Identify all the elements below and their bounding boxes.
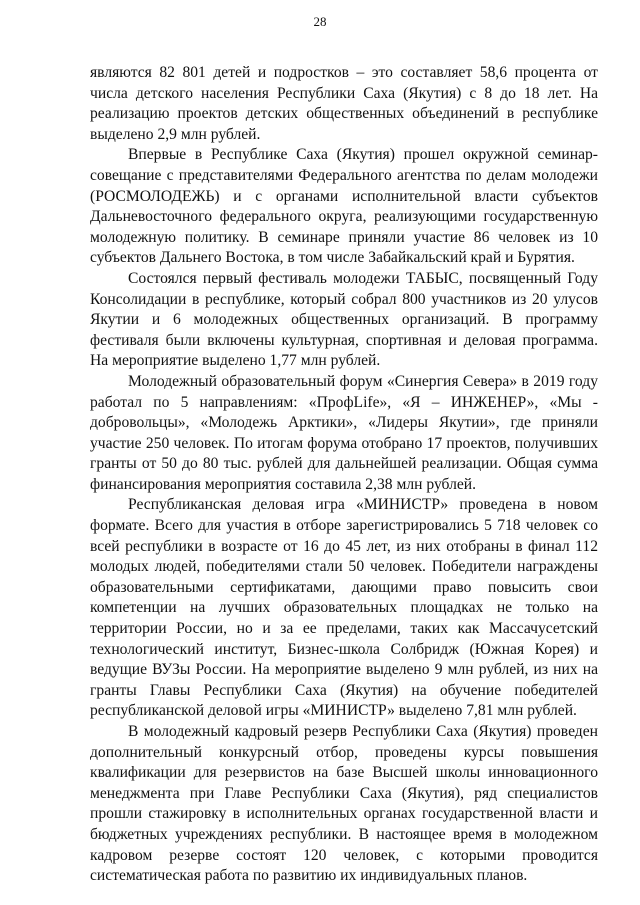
page-number: 28 <box>313 14 327 29</box>
paragraph-tabys-festival: Состоялся первый фестиваль молодежи ТАБЫС, посвященный Году Консолидации в республике, который собрал 800 участников из 20 улусов Якутии и 6 молодежных общественных организаций. В программу фестиваля были включены культурная, спортивная и деловая программа. На мероприятие выделено 1,77 млн рублей. <box>90 269 598 370</box>
paragraph-minister-game: Республиканская деловая игра «МИНИСТР» проведена в новом формате. Всего для участия в отборе зарегистрировались 5 718 человек со всей республики в возрасте от 16 до 45 лет, из них отобраны в финал 112 молодых людей, победителями стали 50 человек. Победители награждены образовательными сертификатами, дающими право повысить свои компетенции на лучших образовательных площадках не только на территории России, но и за ее пределами, таких как Массачусетский технологический институт, Бизнес-школа Солбридж (Южная Корея) и ведущие ВУЗы России. На мероприятие выделено 9 млн рублей, из них на гранты Главы Республики Саха (Якутия) на обучение победителей республиканской деловой игры «МИНИСТР» выделено 7,81 млн рублей. <box>90 496 598 720</box>
paragraph-personnel-reserve: В молодежный кадровый резерв Республики Саха (Якутия) проведен дополнительный конкурсный отбор, проведены курсы повышения квалификации для резервистов на базе Высшей школы инновационного менеджмента при Главе Республики Саха (Якутия), ряд специалистов прошли стажировку в исполнительных органах государственной власти и бюджетных учреждениях республики. В настоящее время в молодежном кадровом резерве состоят 120 человек, с которыми проводится систематическая работа по развитию их индивидуальных планов. <box>90 723 598 885</box>
paragraph-seminar: Впервые в Республике Саха (Якутия) прошел окружной семинар-совещание с представителями Федерального агентства по делам молодежи (РОСМОЛОДЕЖЬ) и с органами исполнительной власти субъектов Дальневосточного федерального округа, реализующими государственную молодежную политику. В семинаре приняли участие 86 человек из 10 субъектов Дальнего Востока, в том числе Забайкальский край и Бурятия. <box>90 146 598 267</box>
paragraph-synergy-forum: Молодежный образовательный форум «Синергия Севера» в 2019 году работал по 5 направлениям: «ПрофLife», «Я – ИНЖЕНЕР», «Мы - добровольцы», «Молодежь Арктики», «Лидеры Якутии», где приняли участие 250 человек. По итогам форума отобрано 17 проектов, получивших гранты от 50 до 80 тыс. рублей для дальнейшей реализации. Общая сумма финансирования мероприятия составила 2,38 млн рублей. <box>90 372 598 493</box>
paragraph-continuation: являются 82 801 детей и подростков – это составляет 58,6 процента от числа детского населения Республики Саха (Якутия) с 8 до 18 лет. На реализацию проектов детских общественных объединений в республике выделено 2,9 млн рублей. <box>90 64 598 143</box>
document-body <box>90 63 598 887</box>
